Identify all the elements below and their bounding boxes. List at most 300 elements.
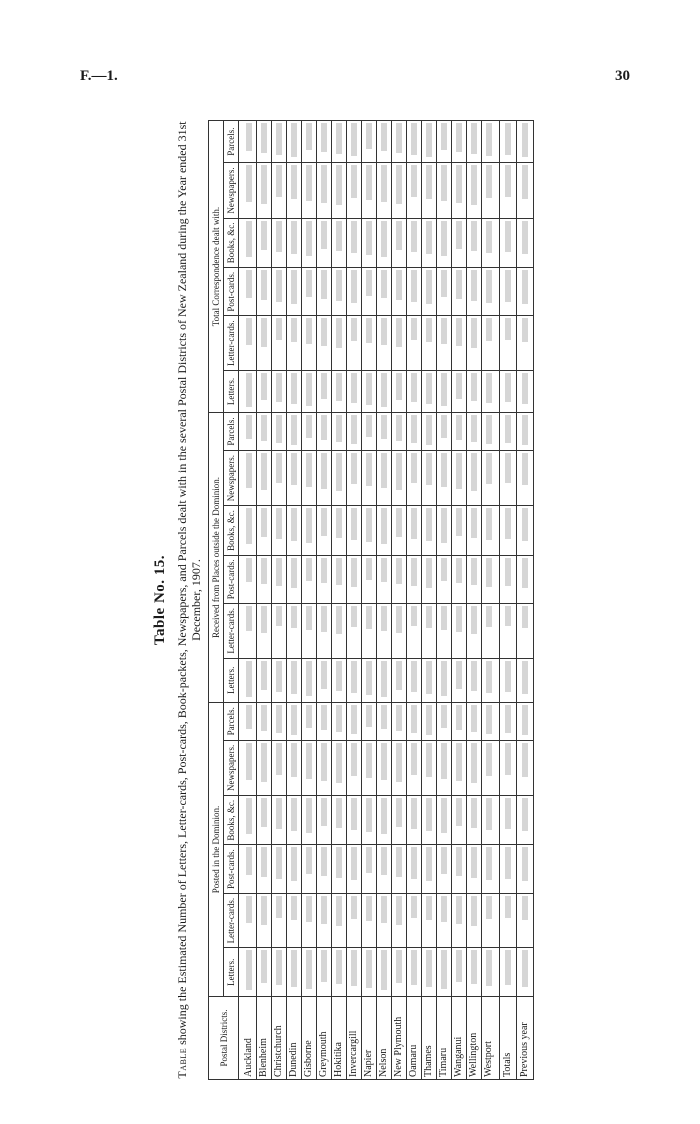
figure-cell bbox=[377, 370, 392, 412]
figure-cell bbox=[407, 316, 422, 371]
figure-cell bbox=[377, 948, 392, 997]
table-row bbox=[467, 121, 482, 1080]
figure-placeholder bbox=[351, 415, 357, 444]
figure-cell bbox=[437, 702, 452, 740]
figure-placeholder bbox=[505, 798, 511, 829]
table-row bbox=[482, 121, 500, 1080]
figure-cell bbox=[347, 740, 362, 795]
figure-placeholder bbox=[505, 743, 511, 775]
figure-cell bbox=[467, 796, 482, 845]
table-row bbox=[317, 121, 332, 1080]
figure-cell bbox=[437, 218, 452, 267]
figure-placeholder bbox=[505, 123, 511, 155]
figure-cell bbox=[317, 413, 332, 451]
figure-cell bbox=[377, 413, 392, 451]
figure-cell bbox=[239, 121, 257, 163]
figure-cell bbox=[362, 268, 377, 316]
figure-cell bbox=[452, 702, 467, 740]
figure-placeholder bbox=[291, 661, 297, 694]
figure-placeholder bbox=[351, 798, 357, 830]
figure-placeholder bbox=[351, 373, 357, 403]
figure-placeholder bbox=[336, 950, 342, 984]
figure-placeholder bbox=[426, 798, 432, 831]
figure-placeholder bbox=[306, 373, 312, 406]
figure-cell bbox=[482, 413, 500, 451]
figure-cell bbox=[452, 658, 467, 702]
figure-placeholder bbox=[261, 705, 267, 731]
table-row bbox=[239, 121, 257, 1080]
figure-placeholder bbox=[321, 661, 327, 689]
figure-placeholder bbox=[456, 743, 462, 781]
figure-placeholder bbox=[276, 318, 282, 340]
figure-placeholder bbox=[471, 318, 477, 348]
figure-cell bbox=[302, 268, 317, 316]
figure-placeholder bbox=[411, 798, 417, 829]
table-row bbox=[452, 121, 467, 1080]
district-name: Invercargill bbox=[347, 997, 362, 1080]
column-header-received: Parcels. bbox=[224, 413, 239, 451]
figure-cell bbox=[347, 268, 362, 316]
figure-placeholder bbox=[505, 950, 511, 985]
figure-placeholder bbox=[411, 896, 417, 918]
figure-cell bbox=[392, 658, 407, 702]
figure-cell bbox=[347, 316, 362, 371]
figure-cell bbox=[272, 948, 287, 997]
figure-cell bbox=[317, 218, 332, 267]
figure-cell bbox=[257, 604, 272, 659]
figure-placeholder bbox=[246, 661, 252, 697]
figure-cell bbox=[500, 893, 517, 948]
figure-placeholder bbox=[441, 606, 447, 630]
figure-placeholder bbox=[246, 318, 252, 345]
figure-placeholder bbox=[456, 123, 462, 152]
figure-cell bbox=[482, 948, 500, 997]
figure-placeholder bbox=[486, 950, 492, 986]
figure-cell bbox=[437, 796, 452, 845]
figure-placeholder bbox=[411, 847, 417, 879]
figure-cell bbox=[272, 506, 287, 555]
figure-placeholder bbox=[411, 606, 417, 626]
figure-cell bbox=[287, 948, 302, 997]
figure-placeholder bbox=[441, 743, 447, 779]
figure-placeholder bbox=[411, 221, 417, 252]
figure-cell bbox=[332, 658, 347, 702]
figure-placeholder bbox=[396, 606, 402, 633]
figure-placeholder bbox=[471, 508, 477, 538]
figure-cell bbox=[467, 370, 482, 412]
figure-placeholder bbox=[456, 165, 462, 203]
figure-cell bbox=[500, 163, 517, 218]
figure-cell bbox=[332, 316, 347, 371]
figure-cell bbox=[467, 702, 482, 740]
figure-cell bbox=[467, 658, 482, 702]
figure-cell bbox=[257, 506, 272, 555]
figure-cell bbox=[517, 316, 534, 371]
figure-cell bbox=[347, 893, 362, 948]
figure-cell bbox=[257, 163, 272, 218]
figure-placeholder bbox=[306, 798, 312, 833]
figure-cell bbox=[272, 218, 287, 267]
figure-placeholder bbox=[246, 123, 252, 151]
column-header-total: Books, &c. bbox=[224, 218, 239, 267]
figure-placeholder bbox=[276, 798, 282, 829]
figure-cell bbox=[347, 948, 362, 997]
figure-cell bbox=[239, 893, 257, 948]
figure-placeholder bbox=[396, 798, 402, 827]
figure-cell bbox=[452, 450, 467, 505]
figure-placeholder bbox=[321, 221, 327, 249]
figure-placeholder bbox=[505, 453, 511, 483]
figure-cell bbox=[452, 268, 467, 316]
figure-cell bbox=[332, 796, 347, 845]
figure-cell bbox=[317, 370, 332, 412]
figure-cell bbox=[317, 893, 332, 948]
figure-placeholder bbox=[471, 221, 477, 251]
figure-placeholder bbox=[441, 950, 447, 989]
figure-cell bbox=[362, 740, 377, 795]
column-header-total: Post-cards. bbox=[224, 268, 239, 316]
figure-cell bbox=[362, 555, 377, 603]
figure-cell bbox=[287, 658, 302, 702]
figure-cell bbox=[317, 658, 332, 702]
district-name: New Plymouth bbox=[392, 997, 407, 1080]
figure-cell bbox=[392, 555, 407, 603]
figure-cell bbox=[437, 413, 452, 451]
figure-cell bbox=[362, 413, 377, 451]
figure-placeholder bbox=[321, 950, 327, 982]
figure-cell bbox=[392, 948, 407, 997]
figure-placeholder bbox=[456, 270, 462, 299]
figure-cell bbox=[317, 506, 332, 555]
figure-cell bbox=[467, 845, 482, 893]
figure-cell bbox=[332, 740, 347, 795]
figure-cell bbox=[332, 370, 347, 412]
figure-placeholder bbox=[486, 896, 492, 919]
table-body bbox=[239, 121, 534, 1080]
figure-cell bbox=[257, 316, 272, 371]
figure-cell bbox=[302, 796, 317, 845]
figure-placeholder bbox=[261, 606, 267, 633]
figure-cell bbox=[437, 555, 452, 603]
figure-cell bbox=[239, 555, 257, 603]
figure-cell bbox=[257, 121, 272, 163]
figure-placeholder bbox=[505, 847, 511, 879]
table-row bbox=[422, 121, 437, 1080]
figure-placeholder bbox=[505, 508, 511, 539]
figure-cell bbox=[482, 796, 500, 845]
figure-cell bbox=[437, 316, 452, 371]
table-row bbox=[302, 121, 317, 1080]
district-name: Greymouth bbox=[317, 997, 332, 1080]
figure-placeholder bbox=[471, 373, 477, 401]
figure-placeholder bbox=[261, 270, 267, 300]
table-row bbox=[437, 121, 452, 1080]
figure-placeholder bbox=[261, 221, 267, 250]
figure-placeholder bbox=[321, 606, 327, 632]
figure-cell bbox=[272, 370, 287, 412]
figure-placeholder bbox=[276, 558, 282, 586]
figure-placeholder bbox=[336, 661, 342, 691]
figure-placeholder bbox=[336, 508, 342, 538]
figure-placeholder bbox=[306, 705, 312, 728]
figure-cell bbox=[407, 948, 422, 997]
figure-cell bbox=[422, 948, 437, 997]
page-number: 30 bbox=[615, 68, 630, 84]
figure-cell bbox=[302, 370, 317, 412]
figure-placeholder bbox=[336, 896, 342, 926]
figure-placeholder bbox=[486, 270, 492, 303]
figure-placeholder bbox=[366, 415, 372, 437]
figure-cell bbox=[377, 893, 392, 948]
figure-cell bbox=[482, 218, 500, 267]
figure-placeholder bbox=[276, 743, 282, 775]
figure-placeholder bbox=[351, 661, 357, 693]
figure-placeholder bbox=[291, 705, 297, 735]
table-row bbox=[332, 121, 347, 1080]
figure-placeholder bbox=[426, 508, 432, 541]
figure-placeholder bbox=[351, 123, 357, 156]
figure-cell bbox=[272, 604, 287, 659]
figure-placeholder bbox=[351, 318, 357, 341]
figure-cell bbox=[517, 450, 534, 505]
figure-cell bbox=[257, 370, 272, 412]
figure-placeholder bbox=[441, 558, 447, 581]
table-row bbox=[257, 121, 272, 1080]
figure-cell bbox=[317, 604, 332, 659]
previous-year-row bbox=[517, 121, 534, 1080]
figure-placeholder bbox=[486, 415, 492, 444]
figure-cell bbox=[332, 604, 347, 659]
figure-placeholder bbox=[471, 270, 477, 301]
figure-placeholder bbox=[246, 847, 252, 875]
figure-cell bbox=[302, 121, 317, 163]
figure-placeholder bbox=[276, 705, 282, 733]
district-name: Timaru bbox=[437, 997, 452, 1080]
figure-placeholder bbox=[306, 661, 312, 696]
figure-cell bbox=[257, 845, 272, 893]
figure-placeholder bbox=[381, 165, 387, 202]
figure-cell bbox=[239, 218, 257, 267]
figure-cell bbox=[347, 450, 362, 505]
figure-placeholder bbox=[276, 123, 282, 155]
figure-placeholder bbox=[471, 606, 477, 634]
figure-placeholder bbox=[456, 508, 462, 536]
page-header bbox=[80, 68, 630, 88]
figure-placeholder bbox=[456, 896, 462, 924]
column-header-total: Newspapers. bbox=[224, 163, 239, 218]
figure-cell bbox=[407, 604, 422, 659]
figure-placeholder bbox=[336, 415, 342, 442]
figure-cell bbox=[437, 604, 452, 659]
figure-placeholder bbox=[366, 453, 372, 486]
figure-placeholder bbox=[291, 558, 297, 588]
figure-cell bbox=[272, 413, 287, 451]
figure-cell bbox=[407, 163, 422, 218]
figure-placeholder bbox=[381, 896, 387, 923]
figure-cell bbox=[392, 370, 407, 412]
figure-placeholder bbox=[336, 165, 342, 205]
figure-cell bbox=[422, 702, 437, 740]
figure-placeholder bbox=[426, 743, 432, 777]
figure-cell bbox=[500, 370, 517, 412]
figure-placeholder bbox=[246, 558, 252, 582]
figure-cell bbox=[362, 316, 377, 371]
figure-cell bbox=[239, 740, 257, 795]
figure-cell bbox=[239, 506, 257, 555]
figure-placeholder bbox=[522, 798, 528, 831]
figure-placeholder bbox=[351, 221, 357, 253]
figure-placeholder bbox=[471, 798, 477, 828]
figure-placeholder bbox=[471, 123, 477, 154]
figure-placeholder bbox=[321, 896, 327, 924]
figure-cell bbox=[362, 218, 377, 267]
figure-cell bbox=[302, 740, 317, 795]
table-title-block bbox=[150, 120, 203, 1080]
figure-cell bbox=[347, 845, 362, 893]
figure-cell bbox=[287, 604, 302, 659]
figure-cell bbox=[437, 370, 452, 412]
district-name: Thames bbox=[422, 997, 437, 1080]
figure-cell bbox=[347, 413, 362, 451]
figure-cell bbox=[482, 893, 500, 948]
figure-placeholder bbox=[336, 847, 342, 878]
figure-cell bbox=[452, 413, 467, 451]
figure-cell bbox=[392, 740, 407, 795]
column-header-posted: Post-cards. bbox=[224, 845, 239, 893]
figure-placeholder bbox=[336, 221, 342, 251]
figure-cell bbox=[467, 450, 482, 505]
figure-placeholder bbox=[351, 847, 357, 880]
figure-placeholder bbox=[321, 558, 327, 583]
figure-cell bbox=[272, 555, 287, 603]
figure-cell bbox=[287, 370, 302, 412]
figure-placeholder bbox=[366, 798, 372, 832]
district-name: Wanganui bbox=[452, 997, 467, 1080]
figure-cell bbox=[362, 702, 377, 740]
rotated-table-region bbox=[150, 120, 670, 1080]
figure-placeholder bbox=[471, 661, 477, 691]
figure-cell bbox=[377, 555, 392, 603]
figure-placeholder bbox=[411, 661, 417, 692]
figure-cell bbox=[332, 413, 347, 451]
figure-placeholder bbox=[291, 453, 297, 485]
figure-placeholder bbox=[486, 123, 492, 156]
figure-cell bbox=[392, 604, 407, 659]
figure-placeholder bbox=[351, 165, 357, 198]
figure-placeholder bbox=[336, 798, 342, 828]
figure-cell bbox=[239, 413, 257, 451]
figure-placeholder bbox=[276, 221, 282, 252]
figure-placeholder bbox=[441, 123, 447, 150]
figure-placeholder bbox=[441, 221, 447, 256]
figure-placeholder bbox=[261, 165, 267, 204]
figure-cell bbox=[302, 316, 317, 371]
figure-cell bbox=[392, 316, 407, 371]
figure-placeholder bbox=[522, 165, 528, 199]
figure-cell bbox=[482, 121, 500, 163]
figure-placeholder bbox=[291, 123, 297, 157]
table-row bbox=[362, 121, 377, 1080]
figure-placeholder bbox=[486, 705, 492, 734]
figure-placeholder bbox=[396, 373, 402, 400]
figure-placeholder bbox=[486, 221, 492, 253]
figure-cell bbox=[362, 796, 377, 845]
figure-placeholder bbox=[456, 558, 462, 583]
figure-placeholder bbox=[471, 558, 477, 585]
figure-cell bbox=[332, 845, 347, 893]
figure-placeholder bbox=[396, 221, 402, 250]
figure-cell bbox=[287, 163, 302, 218]
figure-placeholder bbox=[426, 373, 432, 404]
figure-cell bbox=[332, 555, 347, 603]
figure-placeholder bbox=[522, 221, 528, 254]
figure-cell bbox=[500, 702, 517, 740]
column-header-total: Letters. bbox=[224, 370, 239, 412]
figure-cell bbox=[257, 702, 272, 740]
figure-cell bbox=[517, 893, 534, 948]
figure-placeholder bbox=[456, 318, 462, 346]
figure-cell bbox=[239, 604, 257, 659]
figure-placeholder bbox=[441, 847, 447, 874]
figure-placeholder bbox=[381, 373, 387, 407]
figure-placeholder bbox=[276, 661, 282, 692]
figure-cell bbox=[500, 506, 517, 555]
figure-cell bbox=[257, 948, 272, 997]
figure-cell bbox=[272, 740, 287, 795]
figure-placeholder bbox=[366, 743, 372, 778]
figure-cell bbox=[287, 121, 302, 163]
figure-cell bbox=[452, 218, 467, 267]
figure-placeholder bbox=[426, 896, 432, 920]
figure-placeholder bbox=[366, 847, 372, 873]
figure-cell bbox=[500, 658, 517, 702]
figure-cell bbox=[317, 450, 332, 505]
figure-placeholder bbox=[522, 606, 528, 628]
figure-cell bbox=[422, 316, 437, 371]
figure-cell bbox=[332, 121, 347, 163]
table-row bbox=[272, 121, 287, 1080]
figure-placeholder bbox=[246, 453, 252, 488]
figure-cell bbox=[257, 740, 272, 795]
figure-placeholder bbox=[351, 896, 357, 919]
figure-cell bbox=[407, 218, 422, 267]
figure-placeholder bbox=[522, 661, 528, 694]
document-reference: F.—1. bbox=[80, 68, 118, 84]
figure-cell bbox=[347, 658, 362, 702]
figure-cell bbox=[257, 893, 272, 948]
figure-placeholder bbox=[456, 705, 462, 730]
figure-cell bbox=[362, 163, 377, 218]
figure-cell bbox=[239, 796, 257, 845]
figure-placeholder bbox=[351, 508, 357, 540]
figure-placeholder bbox=[426, 558, 432, 588]
figure-cell bbox=[347, 604, 362, 659]
table-row bbox=[392, 121, 407, 1080]
figure-cell bbox=[257, 658, 272, 702]
figure-cell bbox=[517, 370, 534, 412]
figure-placeholder bbox=[426, 453, 432, 485]
figure-placeholder bbox=[441, 508, 447, 543]
figure-placeholder bbox=[471, 415, 477, 442]
figure-placeholder bbox=[505, 705, 511, 733]
figure-cell bbox=[452, 555, 467, 603]
figure-cell bbox=[377, 702, 392, 740]
figure-placeholder bbox=[396, 661, 402, 690]
figure-cell bbox=[332, 218, 347, 267]
figure-placeholder bbox=[381, 221, 387, 257]
figure-cell bbox=[500, 268, 517, 316]
figure-placeholder bbox=[522, 373, 528, 404]
